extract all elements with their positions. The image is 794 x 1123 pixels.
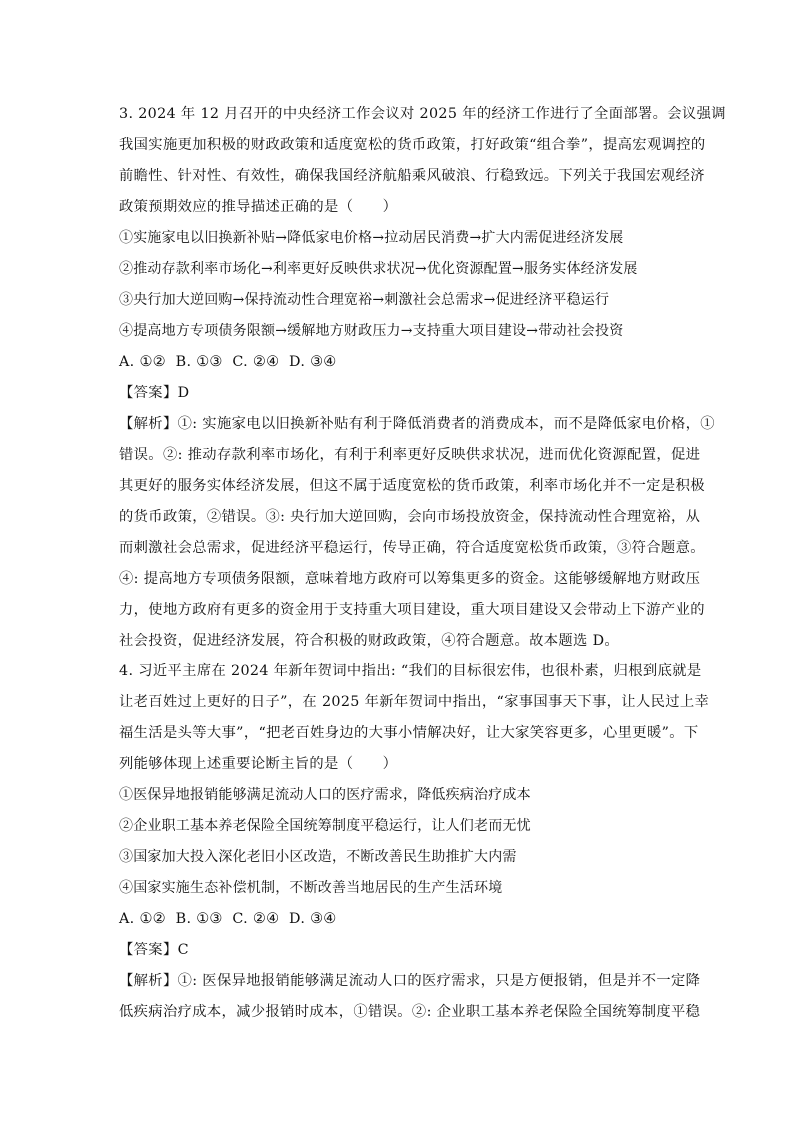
q4-choices: A. ①② B. ①③ C. ②④ D. ③④ xyxy=(119,911,337,927)
q3-option-3: ③央行加大逆回购→保持流动性合理宽裕→刺激社会总需求→促进经济平稳运行 xyxy=(119,292,610,308)
q4-stem-line-1: 4. 习近平主席在 2024 年新年贺词中指出: “我们的目标很宏伟，也很朴素，归根到底就是 xyxy=(119,663,702,679)
q3-analysis-line-1: 【解析】①: 实施家电以旧换新补贴有利于降低消费者的消费成本，而不是降低家电价格，① xyxy=(119,416,715,432)
q4-stem-line-4: 列能够体现上述重要论断主旨的是（ ） xyxy=(119,756,398,772)
q3-option-1: ①实施家电以旧换新补贴→降低家电价格→拉动居民消费→扩大内需促进经济发展 xyxy=(119,230,624,246)
q4-option-1: ①医保异地报销能够满足流动人口的医疗需求，降低疾病治疗成本 xyxy=(119,787,531,803)
q3-analysis-line-8: 社会投资，促进经济发展，符合积极的财政政策，④符合题意。故本题选 D。 xyxy=(119,633,620,649)
q3-option-2: ②推动存款利率市场化→利率更好反映供求状况→优化资源配置→服务实体经济发展 xyxy=(119,261,638,277)
q4-analysis-line-1: 【解析】①: 医保异地报销能够满足流动人口的医疗需求，只是方便报销，但是并不一定降 xyxy=(119,973,701,989)
q4-option-3: ③国家加大投入深化老旧小区改造，不断改善民生助推扩大内需 xyxy=(119,849,517,865)
q4-option-2: ②企业职工基本养老保险全国统筹制度平稳运行，让人们老而无忧 xyxy=(119,818,531,834)
question-3 xyxy=(119,99,726,657)
question-4 xyxy=(119,656,710,1028)
q4-analysis-line-2: 低疾病治疗成本，减少报销时成本，①错误。②: 企业职工基本养老保险全国统筹制度平稳 xyxy=(119,1004,701,1020)
q3-stem-line-3: 前瞻性、针对性、有效性，确保我国经济航船乘风破浪、行稳致远。下列关于我国宏观经济 xyxy=(119,168,705,184)
q3-stem-line-4: 政策预期效应的推导描述正确的是（ ） xyxy=(119,199,398,215)
q3-option-4: ④提高地方专项债务限额→缓解地方财政压力→支持重大项目建设→带动社会投资 xyxy=(119,323,624,339)
q3-stem-line-1: 3. 2024 年 12 月召开的中央经济工作会议对 2025 年的经济工作进行了全面部署。会议强调 xyxy=(119,106,726,122)
q3-analysis-line-5: 而刺激社会总需求，促进经济平稳运行，传导正确，符合适度宽松货币政策，③符合题意。 xyxy=(119,540,705,556)
q3-stem-line-2: 我国实施更加积极的财政政策和适度宽松的货币政策，打好政策“组合拳”，提高宏观调控的 xyxy=(119,137,706,153)
q3-analysis-line-4: 的货币政策，②错误。③: 央行加大逆回购，会向市场投放资金，保持流动性合理宽裕，从 xyxy=(119,509,701,525)
q3-analysis-line-6: ④: 提高地方专项债务限额，意味着地方政府可以筹集更多的资金。这能够缓解地方财政压 xyxy=(119,571,701,587)
q4-option-4: ④国家实施生态补偿机制，不断改善当地居民的生产生活环境 xyxy=(119,880,503,896)
q3-answer: 【答案】D xyxy=(119,385,190,401)
q4-stem-line-3: 福生活是头等大事”，“把老百姓身边的大事小情解决好，让大家笑容更多，心里更暖”。下 xyxy=(119,725,699,741)
q4-stem-line-2: 让老百姓过上更好的日子”，在 2025 年新年贺词中指出，“家事国事天下事，让人民过上幸 xyxy=(119,694,710,710)
q3-analysis-line-3: 其更好的服务实体经济发展，但这不属于适度宽松的货币政策，利率市场化并不一定是积极 xyxy=(119,478,705,494)
q3-analysis-line-2: 错误。②: 推动存款利率市场化，有利于利率更好反映供求状况，进而优化资源配置，促进 xyxy=(119,447,701,463)
q3-choices: A. ①② B. ①③ C. ②④ D. ③④ xyxy=(119,354,337,370)
q4-answer: 【答案】C xyxy=(119,942,189,958)
q3-analysis-line-7: 力，使地方政府有更多的资金用于支持重大项目建设，重大项目建设又会带动上下游产业的 xyxy=(119,602,705,618)
